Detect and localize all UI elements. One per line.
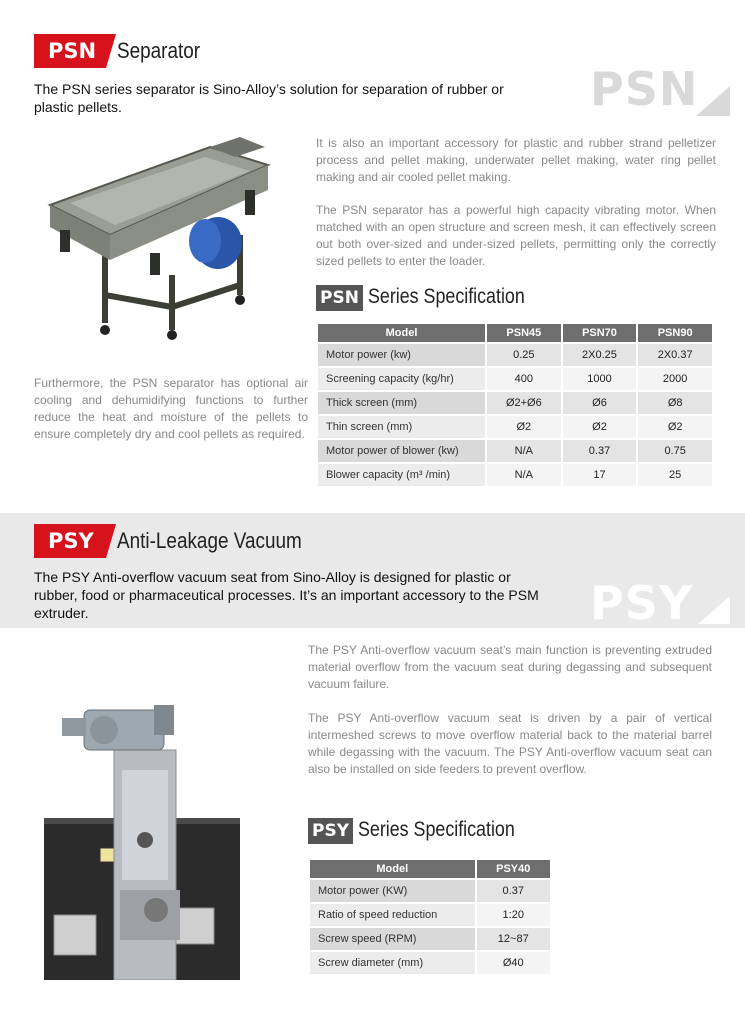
psy-tag: PSY bbox=[34, 524, 106, 558]
table-header-cell: PSN70 bbox=[562, 323, 638, 343]
psn-title: Separator bbox=[117, 38, 201, 63]
table-cell: 2000 bbox=[637, 367, 713, 391]
table-cell: Thin screen (mm) bbox=[317, 415, 486, 439]
table-cell: 0.75 bbox=[637, 439, 713, 463]
psy-vacuum-seat-image bbox=[44, 690, 240, 980]
table-cell: Thick screen (mm) bbox=[317, 391, 486, 415]
psn-watermark: PSN bbox=[590, 62, 699, 116]
table-cell: Ø2 bbox=[637, 415, 713, 439]
table-row bbox=[317, 367, 713, 391]
psn-lead: The PSN series separator is Sino-Alloy’s solution for separation of rubber or plastic pellets. bbox=[34, 81, 504, 115]
psy-watermark-corner bbox=[690, 596, 730, 626]
table-cell: Motor power (kw) bbox=[317, 343, 486, 367]
table-cell: 2X0.37 bbox=[637, 343, 713, 367]
psn-watermark-corner bbox=[690, 86, 730, 118]
psy-spec-table bbox=[308, 858, 552, 976]
table-cell: Ø8 bbox=[637, 391, 713, 415]
table-cell: 1:20 bbox=[476, 903, 551, 927]
psy-watermark: PSY bbox=[590, 576, 694, 630]
table-cell: Ø2 bbox=[486, 415, 562, 439]
psy-lead: The PSY Anti-overflow vacuum seat from Sino-Alloy is designed for plastic or rubber, food or pharmaceutical processes. It’s an important accessory to the PSM extruder. bbox=[34, 569, 539, 621]
table-row bbox=[317, 391, 713, 415]
table-header-cell: PSN90 bbox=[637, 323, 713, 343]
table-cell: 17 bbox=[562, 463, 638, 487]
psn-paragraph-1: It is also an important accessory for plastic and rubber strand pelletizer process and pellet making, underwater pellet making, water ring pellet making and air cooled pellet making. bbox=[316, 136, 716, 184]
table-cell: 0.37 bbox=[562, 439, 638, 463]
psn-spec-table bbox=[316, 322, 714, 488]
psn-paragraph-3: Furthermore, the PSN separator has optional air cooling and dehumidifying functions to further reduce the heat and moisture of the pellets to ensure completely dry and cool pellets as required. bbox=[34, 376, 308, 441]
table-cell: 0.25 bbox=[486, 343, 562, 367]
psn-paragraph-2: The PSN separator has a powerful high capacity vibrating motor. When matched with an open structure and screen mesh, it can effectively screen out both over-sized and under-sized pellets, permitting only the correctly sized pellets to enter the loader. bbox=[316, 203, 716, 268]
table-cell: 12~87 bbox=[476, 927, 551, 951]
table-header-cell: Model bbox=[317, 323, 486, 343]
table-cell: Screening capacity (kg/hr) bbox=[317, 367, 486, 391]
psy-spec-badge: PSY bbox=[308, 818, 353, 844]
table-row bbox=[309, 903, 551, 927]
table-cell: Ratio of speed reduction bbox=[309, 903, 476, 927]
psn-separator-image bbox=[40, 135, 285, 340]
table-cell: Screw speed (RPM) bbox=[309, 927, 476, 951]
table-cell: Screw diameter (mm) bbox=[309, 951, 476, 975]
psy-paragraph-1: The PSY Anti-overflow vacuum seat’s main function is preventing extruded material overflow from the vacuum seat during degassing and subsequent vacuum failure. bbox=[308, 643, 712, 691]
table-cell: Ø2 bbox=[562, 415, 638, 439]
table-cell: 2X0.25 bbox=[562, 343, 638, 367]
psn-tag: PSN bbox=[34, 34, 106, 68]
table-cell: 400 bbox=[486, 367, 562, 391]
table-row bbox=[317, 463, 713, 487]
table-row bbox=[309, 951, 551, 975]
table-header-row bbox=[309, 859, 551, 879]
psn-spec-title: Series Specification bbox=[368, 285, 525, 308]
table-row bbox=[317, 439, 713, 463]
table-row bbox=[317, 415, 713, 439]
table-cell: Ø40 bbox=[476, 951, 551, 975]
table-cell: Motor power of blower (kw) bbox=[317, 439, 486, 463]
table-cell: Ø6 bbox=[562, 391, 638, 415]
table-header-cell: PSY40 bbox=[476, 859, 551, 879]
psy-spec-title: Series Specification bbox=[358, 818, 515, 841]
table-cell: 0.37 bbox=[476, 879, 551, 903]
table-cell: Blower capacity (m³ /min) bbox=[317, 463, 486, 487]
psn-spec-badge: PSN bbox=[316, 285, 363, 311]
psy-paragraph-2: The PSY Anti-overflow vacuum seat is driven by a pair of vertical intermeshed screws to move overflow material back to the material barrel while degassing with the vacuum. The PSY Anti-overflow vacuum seat can also be installed on side feeders to prevent overflow. bbox=[308, 711, 712, 776]
psy-title: Anti-Leakage Vacuum bbox=[117, 528, 302, 553]
table-cell: Motor power (KW) bbox=[309, 879, 476, 903]
table-header-cell: Model bbox=[309, 859, 476, 879]
table-cell: Ø2+Ø6 bbox=[486, 391, 562, 415]
table-cell: 25 bbox=[637, 463, 713, 487]
table-cell: 1000 bbox=[562, 367, 638, 391]
table-header-row bbox=[317, 323, 713, 343]
table-row bbox=[309, 879, 551, 903]
table-row bbox=[309, 927, 551, 951]
table-row bbox=[317, 343, 713, 367]
table-cell: N/A bbox=[486, 439, 562, 463]
table-header-cell: PSN45 bbox=[486, 323, 562, 343]
table-cell: N/A bbox=[486, 463, 562, 487]
